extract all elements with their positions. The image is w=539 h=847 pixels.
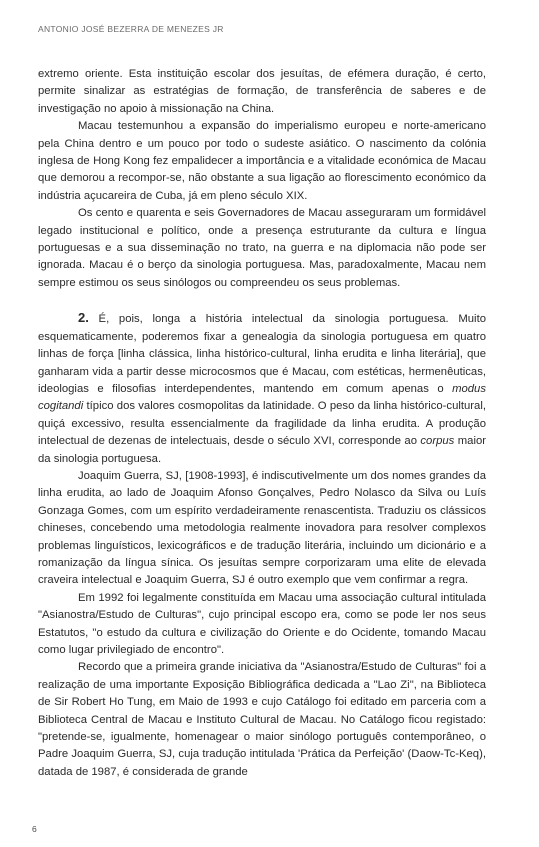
paragraph: Joaquim Guerra, SJ, [1908-1993], é indiscutivelmente um dos nomes grandes da linha erudita, ao lado de Joaquim Afonso Gonçalves, Pedro Nolasco da Silva ou Luís Gonzaga Gomes, com um espírito verdadeiramente renascentista. Traduziu os clássicos chineses, concebendo uma metodologia realmente inovadora para resolver complexos problemas linguísticos, lexicográficos e de tradução literária, incluindo um dicionário e a romanização da língua sínica. Os jesuítas sempre corporizaram uma elite de elevada craveira intelectual e Joaquim Guerra, SJ é outro exemplo que vem confirmar a regra. bbox=[38, 469, 486, 587]
paragraph: Recordo que a primeira grande iniciativa da "Asianostra/Estudo de Culturas" foi a realização de uma importante Exposição Bibliográfica dedicada a "Lao Zi", na Biblioteca de Sir Robert Ho Tung, em Maio de 1993 e cujo Catálogo foi editado em parceria com a Biblioteca Central de Macau e Instituto Cultural de Macau. No Catálogo ficou registado: "pretende-se, igualmente, homenagear o maior sinólogo português contemporâneo, o Padre Joaquim Guerra, SJ, cuja tradução intitulada 'Prática da Perfeição' (Daow-Tc-Keq), datada de 1987, é considerada de grande bbox=[38, 661, 486, 778]
italic-term: modus cogitandi bbox=[38, 382, 486, 413]
running-header: ANTONIO JOSÉ BEZERRA DE MENEZES JR bbox=[38, 24, 224, 34]
paragraph: Os cento e quarenta e seis Governadores de Macau asseguraram um formidável legado institucional e político, onde a presença estruturante da cultura e língua portuguesas e a sua disseminação no trato, na guerra e na diplomacia não pode ser ignorada. Macau é o berço da sinologia portuguesa. Mas, paradoxalmente, Macau nem sempre estimou os seus sinólogos ou compreendeu os seus problemas. bbox=[38, 207, 486, 289]
paragraph-text: típico dos valores cosmopolitas da latinidade. O peso da linha histórico-cultural, quiçá excessivo, resulta essencialmente da fragilidade da linha erudita. A produção intelectual de dezenas de intelectuais, desde o século XVI, corresponde ao bbox=[38, 400, 486, 448]
body-text bbox=[38, 66, 486, 781]
paragraph: Em 1992 foi legalmente constituída em Macau uma associação cultural intitulada "Asianostra/Estudo de Culturas", cujo principal escopo era, como se pode ler nos seus Estatutos, "o estudo da cultura e civilização do Oriente e do Ocidente, tomando Macau como lugar privilegiado de encontro". bbox=[38, 591, 486, 656]
section-2-paragraph bbox=[38, 309, 486, 468]
paragraph: extremo oriente. Esta instituição escolar dos jesuítas, de efémera duração, é certo, permite sinalizar as estratégias de formação, de transferência de saberes e de investigação no apoio à missionação na China. bbox=[38, 68, 486, 115]
italic-term: corpus bbox=[420, 435, 455, 448]
paragraph: Macau testemunhou a expansão do imperialismo europeu e norte-americano pela China dentro e um pouco por todo o sudeste asiático. O nascimento da colónia inglesa de Hong Kong fez empalidecer a importância e a vitalidade económica de Macau que demorou a recompor-se, não obstante a sua ligação ao florescimento económico da indústria açucareira de Cuba, já em pleno século XIX. bbox=[38, 120, 486, 202]
paragraph-text: maior da sinologia portuguesa. bbox=[38, 435, 486, 465]
page-number: 6 bbox=[32, 824, 37, 834]
section-number: 2. bbox=[78, 310, 89, 326]
paragraph-text: É, pois, longa a história intelectual da sinologia portuguesa. Muito esquematicamente, poderemos fixar a genealogia da sinologia portuguesa em quatro linhas de força [linha clássica, linha histórico-cultural, linha erudita e linha literária], que ganharam vida a partir desse microcosmos que é Macau, com estéticas, hermenêuticas, ideologias e filosofias interdependentes, mantendo em comum apenas o bbox=[38, 313, 486, 395]
